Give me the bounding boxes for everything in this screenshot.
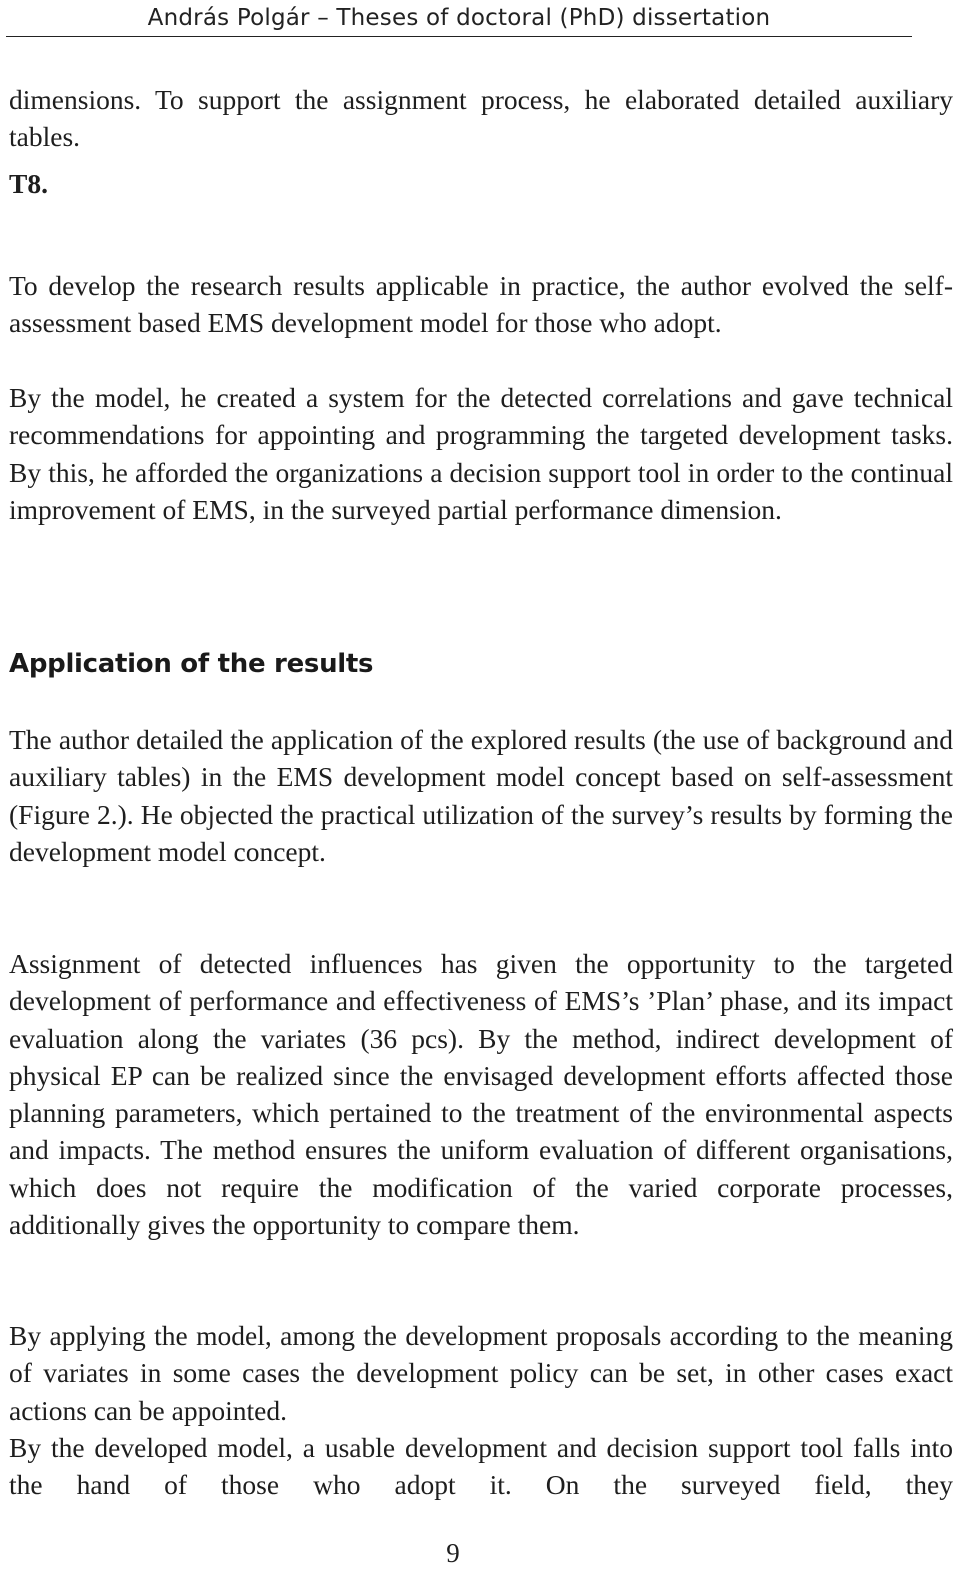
thesis-label-t8: T8.	[9, 168, 48, 199]
paragraph-continuation: dimensions. To support the assignment process, he elaborated detailed auxiliary tables.	[9, 84, 953, 153]
paragraph-application-2: Assignment of detected influences has given the opportunity to the targeted development of performance and effectiveness of EMS’s ’Plan’ phase, and its impact evaluation along the variates (36 pcs). By the method, indirect development of physical EP can be realized since the envisaged development efforts affected those planning parameters, which pertained to the treatment of the environmental aspects and impacts. The method ensures the uniform evaluation of different organisations, which does not require the modification of the varied corporate processes, additionally gives the opportunity to compare them.	[9, 948, 953, 1241]
paragraph-application-3: By applying the model, among the development proposals according to the meaning of variates in some cases the development policy can be set, in other cases exact actions can be appointed.	[9, 1320, 953, 1426]
paragraph-application-4: By the developed model, a usable development and decision support tool falls into the hand of those who adopt it. On the surveyed field, they	[9, 1432, 953, 1501]
paragraph-application-1: The author detailed the application of the explored results (the use of background and auxiliary tables) in the EMS development model concept based on self-assessment (Figure 2.). He objected the practical utilization of the survey’s results by forming the development model concept.	[9, 724, 953, 867]
section-heading: Application of the results	[9, 649, 374, 679]
paragraph-t8-intro: To develop the research results applicable in practice, the author evolved the self-assessment based EMS development model for those who adopt.	[9, 270, 953, 339]
paragraph-t8-model: By the model, he created a system for the detected correlations and gave technical recommendations for appointing and programming the targeted development tasks. By this, he afforded the organizations a decision support tool in order to the continual improvement of EMS, in the surveyed partial performance dimension.	[9, 382, 953, 525]
page-number: 9	[446, 1538, 460, 1568]
running-header: András Polgár – Theses of doctoral (PhD) dissertation	[6, 0, 912, 37]
